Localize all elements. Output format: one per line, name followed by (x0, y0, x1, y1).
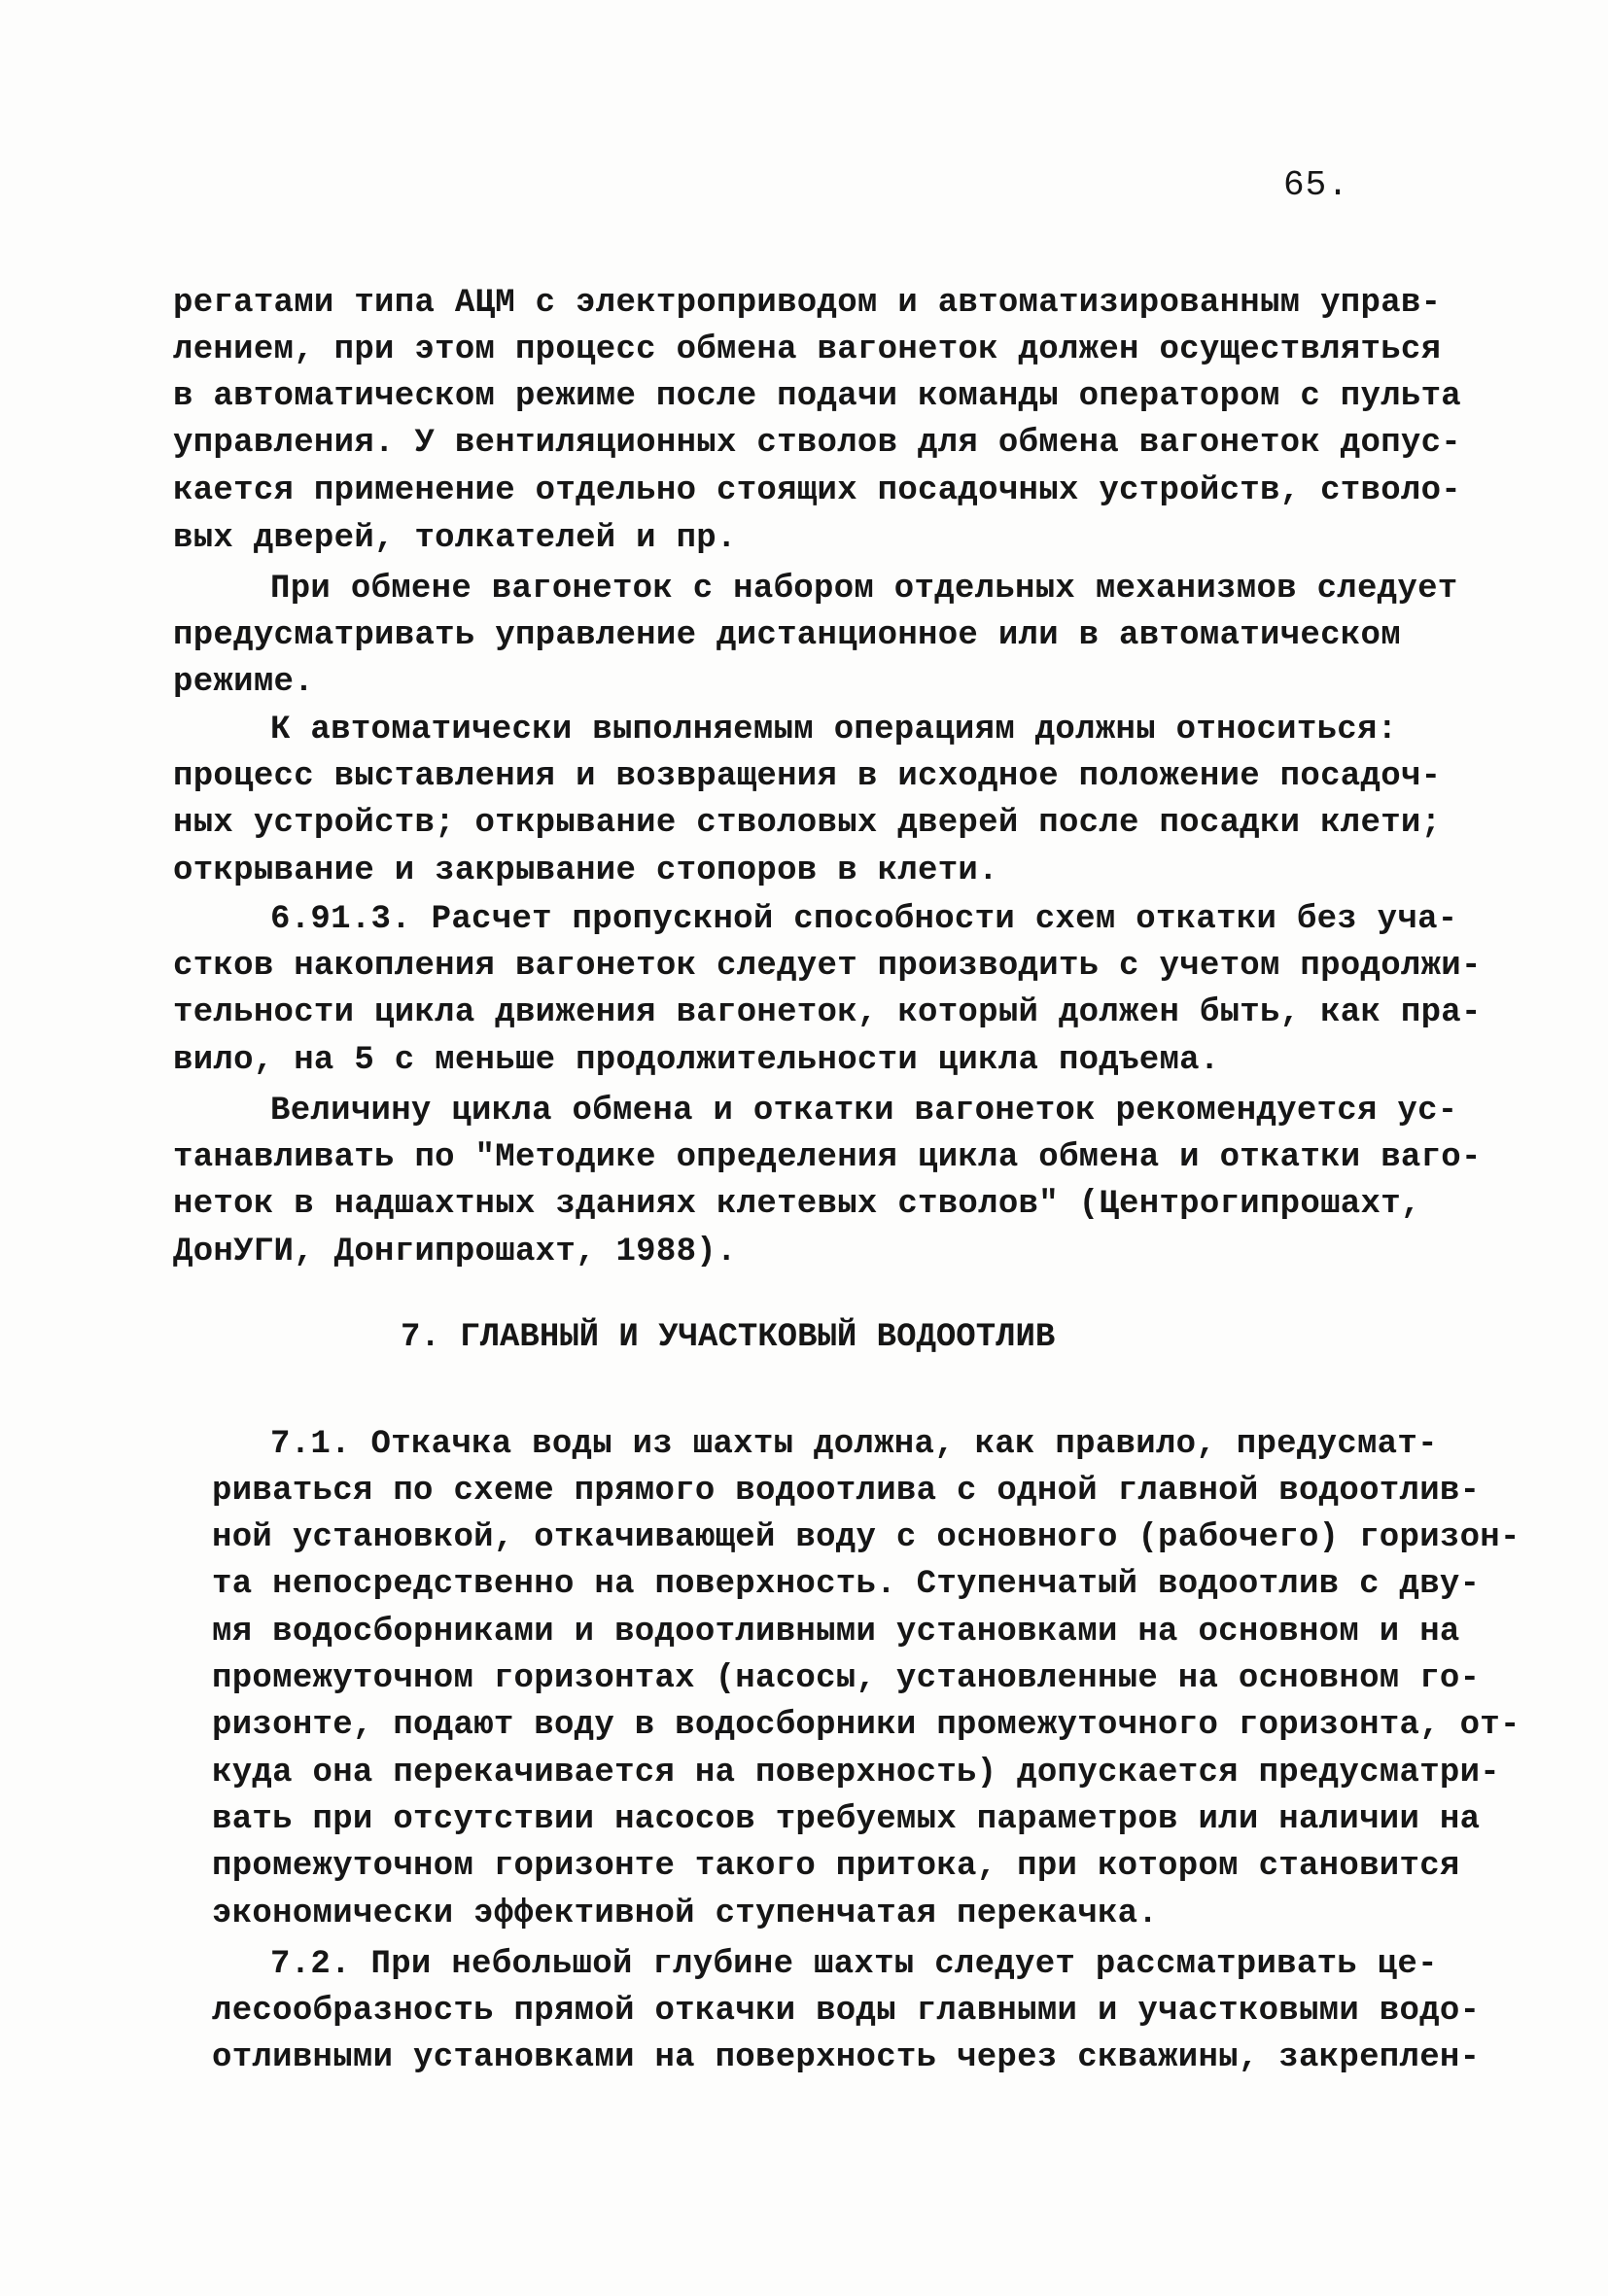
text-line: стков накопления вагонеток следует производить с учетом продолжи- (173, 948, 1482, 985)
text-line: кается применение отдельно стоящих посадочных устройств, стволо- (173, 472, 1462, 509)
section-heading: 7. ГЛАВНЫЙ И УЧАСТКОВЫЙ ВОДООТЛИВ (401, 1319, 1056, 1356)
text-line: ДонУГИ, Донгипрошахт, 1988). (173, 1234, 737, 1270)
text-line: управления. У вентиляционных стволов для обмена вагонеток допус- (173, 425, 1462, 462)
text-line: регатами типа АЦМ с электроприводом и автоматизированным управ- (173, 285, 1442, 322)
text-line: отливными установками на поверхность через скважины, закреплен- (212, 2039, 1481, 2076)
text-line: 6.91.3. Расчет пропускной способности схем откатки без уча- (270, 901, 1458, 938)
text-line: 7.1. Откачка воды из шахты должна, как правило, предусмат- (270, 1426, 1438, 1463)
text-line: неток в надшахтных зданиях клетевых стволов" (Центрогипрошахт, (173, 1186, 1421, 1223)
text-line: открывание и закрывание стопоров в клети. (173, 852, 998, 889)
text-line: в автоматическом режиме после подачи команды оператором с пульта (173, 378, 1462, 415)
text-line: ной установкой, откачивающей воду с основного (рабочего) горизон- (212, 1519, 1521, 1556)
text-line: предусматривать управление дистанционное или в автоматическом (173, 617, 1401, 654)
text-line: куда она перекачивается на поверхность) допускается предусматри- (212, 1755, 1501, 1792)
text-line: лесообразность прямой откачки воды главными и участковыми водо- (212, 1993, 1481, 2030)
text-line: экономически эффективной ступенчатая перекачка. (212, 1896, 1159, 1932)
text-line: ных устройств; открывание стволовых дверей после посадки клети; (173, 805, 1442, 842)
text-line: При обмене вагонеток с набором отдельных механизмов следует (270, 571, 1458, 608)
text-line: та непосредственно на поверхность. Ступенчатый водоотлив с дву- (212, 1566, 1481, 1603)
text-line: К автоматически выполняемым операциям должны относиться: (270, 712, 1398, 748)
text-line: промежуточном горизонте такого притока, при котором становится (212, 1848, 1460, 1885)
text-line: вых дверей, толкателей и пр. (173, 520, 737, 557)
text-line: мя водосборниками и водоотливными установками на основном и на (212, 1614, 1460, 1651)
text-line: танавливать по "Методике определения цикла обмена и откатки ваго- (173, 1139, 1482, 1176)
text-line: лением, при этом процесс обмена вагонеток должен осуществляться (173, 331, 1442, 368)
text-line: промежуточном горизонтах (насосы, установленные на основном го- (212, 1660, 1481, 1697)
text-line: вать при отсутствии насосов требуемых параметров или наличии на (212, 1801, 1481, 1838)
text-line: ризонте, подают воду в водосборники промежуточного горизонта, от- (212, 1707, 1521, 1744)
text-line: 7.2. При небольшой глубине шахты следует рассматривать це- (270, 1946, 1438, 1983)
text-line: Величину цикла обмена и откатки вагонеток рекомендуется ус- (270, 1093, 1458, 1130)
text-line: режиме. (173, 664, 314, 701)
page-number: 65. (1283, 165, 1349, 205)
text-line: риваться по схеме прямого водоотлива с одной главной водоотлив- (212, 1473, 1481, 1510)
text-line: вило, на 5 с меньше продолжительности цикла подъема. (173, 1042, 1220, 1079)
text-line: тельности цикла движения вагонеток, который должен быть, как пра- (173, 994, 1482, 1031)
text-line: процесс выставления и возвращения в исходное положение посадоч- (173, 758, 1442, 795)
